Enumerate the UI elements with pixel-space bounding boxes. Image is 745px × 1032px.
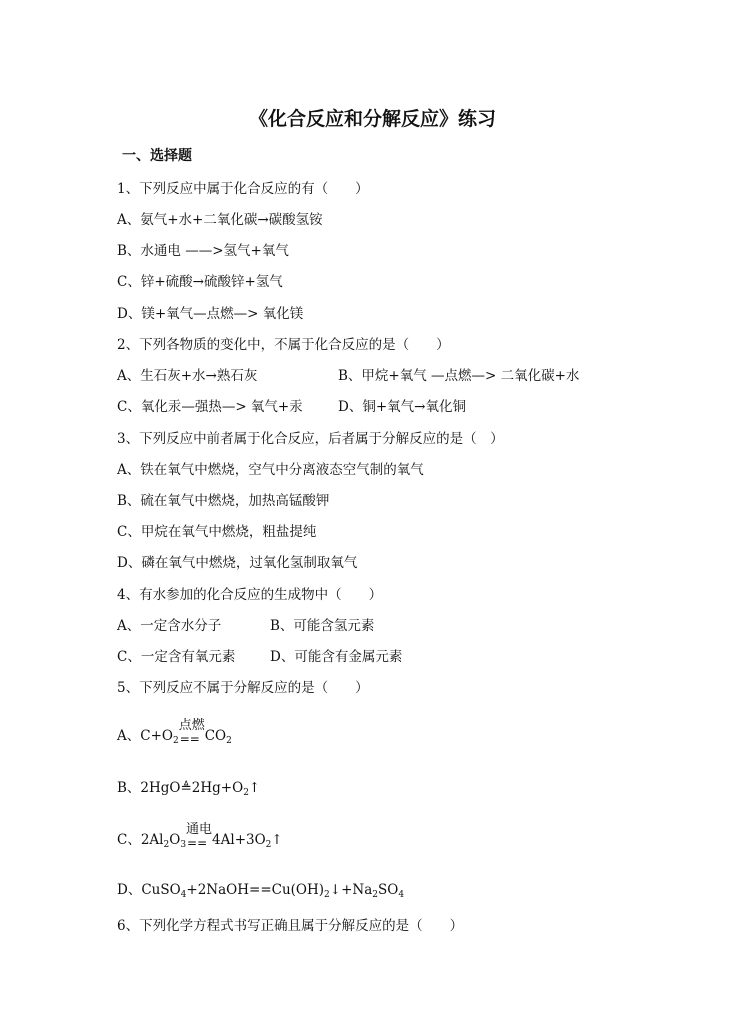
subscript: 3: [180, 840, 187, 850]
question-1-option-c: C、锌+硫酸→硫酸锌+氢气: [117, 274, 283, 290]
equation-text: B、2HgO≜2Hg+O: [117, 780, 244, 796]
equals-sign: ==: [179, 732, 200, 746]
equation-text: O: [169, 832, 181, 848]
question-4-option-d: D、可能含有金属元素: [270, 649, 403, 665]
question-3-option-a: A、铁在氧气中燃烧，空气中分离液态空气制的氧气: [117, 462, 424, 478]
condition-label: 点燃: [178, 718, 205, 733]
subscript: 2: [172, 736, 179, 746]
question-3-option-c: C、甲烷在氧气中燃烧，粗盐提纯: [117, 524, 317, 540]
subscript: 2: [226, 736, 232, 746]
question-3-option-b: B、硫在氧气中燃烧，加热高锰酸钾: [117, 493, 330, 509]
question-4-option-b: B、可能含氢元素: [270, 618, 375, 634]
question-2-option-a: A、生石灰+水→熟石灰: [117, 368, 258, 384]
question-5-option-a: [117, 718, 232, 746]
subscript: 4: [180, 890, 187, 900]
subscript: 2: [163, 840, 170, 850]
question-1-option-d: D、镁+氧气—点燃—> 氧化镁: [117, 306, 304, 322]
question-1-stem: 1、下列反应中属于化合反应的有（ ）: [117, 181, 369, 197]
question-4-stem: 4、有水参加的化合反应的生成物中（ ）: [117, 587, 383, 603]
page-title: 《化合反应和分解反应》练习: [248, 108, 496, 130]
equation-text: C、2Al: [117, 832, 164, 848]
gas-arrow: ↑: [271, 832, 283, 848]
question-2-stem: 2、下列各物质的变化中，不属于化合反应的是（ ）: [117, 337, 450, 353]
question-1-option-a: A、氨气+水+二氧化碳→碳酸氢铵: [117, 212, 323, 228]
gas-arrow: ↑: [248, 780, 261, 796]
equation-text: +2NaOH==Cu(OH): [186, 882, 325, 898]
subscript: 2: [243, 788, 249, 798]
equation-text: 4Al+3O: [212, 832, 266, 848]
question-4-option-a: A、一定含水分子: [117, 618, 222, 634]
reaction-condition: [186, 822, 213, 850]
question-2-option-d: D、铜+氧气→氧化铜: [338, 399, 466, 415]
question-1-option-b: B、水通电 ——>氢气+氧气: [117, 243, 289, 259]
question-5-option-c: [117, 822, 283, 850]
question-5-option-b: [117, 776, 260, 798]
equals-sign: ==: [187, 836, 208, 850]
subscript: 2: [372, 890, 378, 900]
question-2-option-c: C、氧化汞—强热—> 氧气+汞: [117, 399, 303, 415]
question-4-option-c: C、一定含有氧元素: [117, 649, 236, 665]
equation-text: A、C+O: [117, 728, 173, 744]
equation-text: D、CuSO: [117, 882, 181, 898]
question-2-option-b: B、甲烷+氧气 —点燃—> 二氧化碳+水: [338, 368, 580, 384]
subscript: 2: [324, 890, 330, 900]
equation-text: CO: [204, 728, 227, 744]
question-5-stem: 5、下列反应不属于分解反应的是（ ）: [117, 680, 369, 696]
condition-label: 通电: [186, 822, 213, 837]
reaction-condition: [178, 718, 205, 746]
question-6-stem: 6、下列化学方程式书写正确且属于分解反应的是（ ）: [117, 918, 464, 934]
subscript: 4: [398, 890, 405, 900]
section-heading: 一、选择题: [122, 148, 192, 164]
equation-text: ↓+Na: [329, 882, 373, 898]
question-3-stem: 3、下列反应中前者属于化合反应，后者属于分解反应的是（ ）: [117, 431, 504, 447]
question-3-option-d: D、磷在氧气中燃烧，过氧化氢制取氧气: [117, 555, 358, 571]
question-5-option-d: [117, 878, 404, 900]
subscript: 2: [265, 840, 272, 850]
equation-text: SO: [377, 882, 399, 898]
